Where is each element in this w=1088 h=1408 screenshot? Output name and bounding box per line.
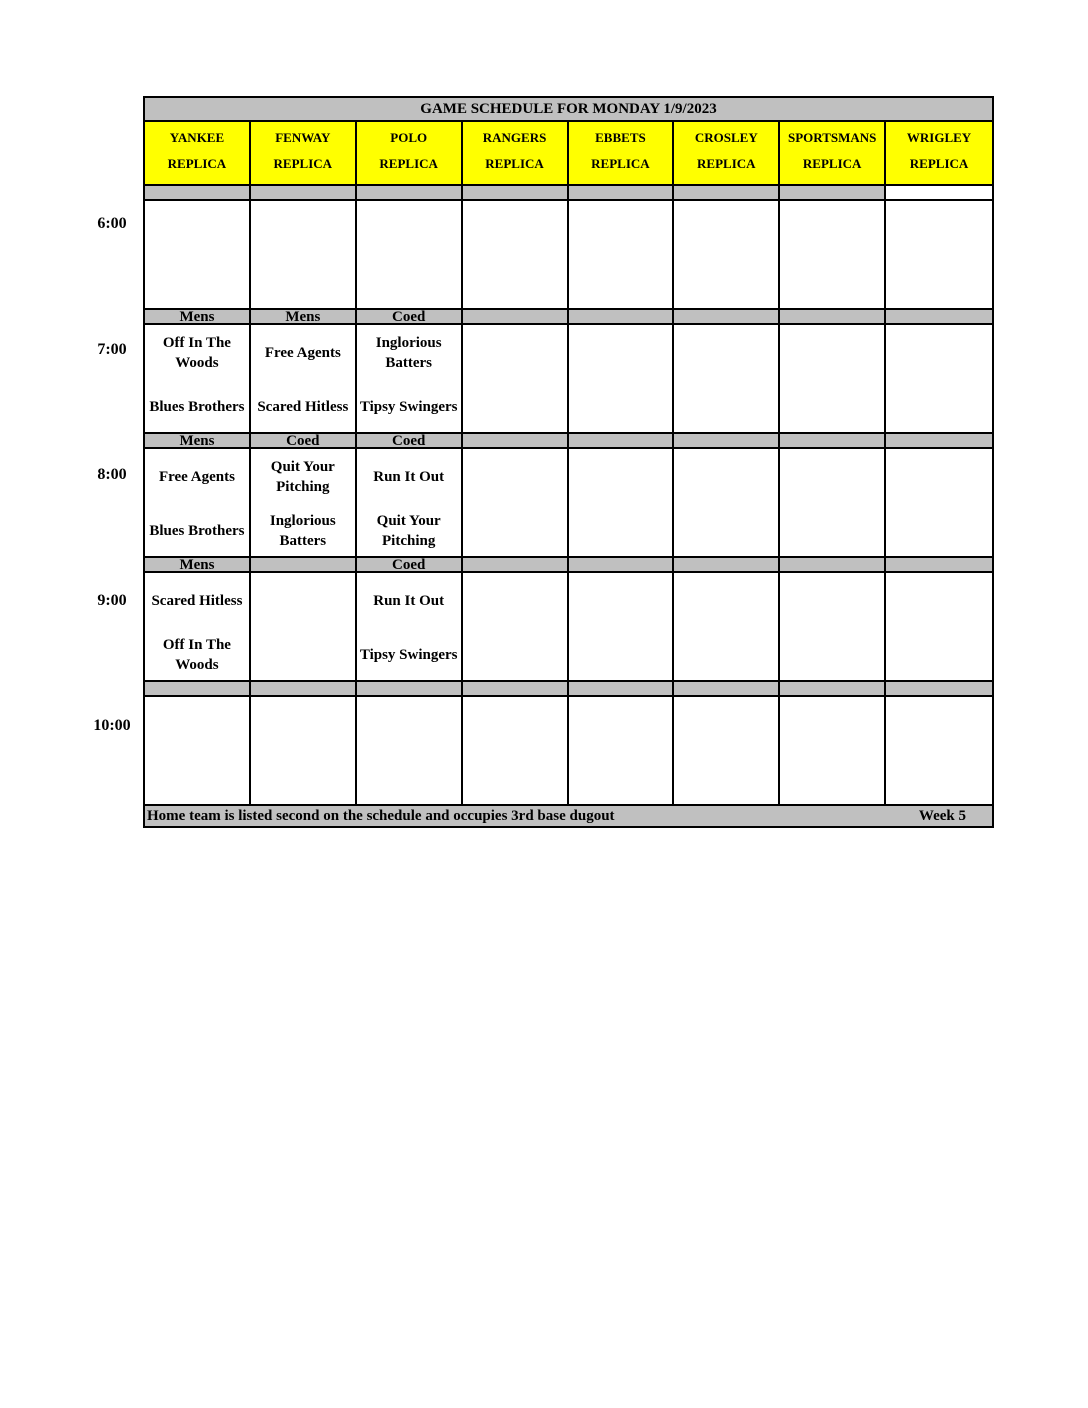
home-team: [674, 511, 778, 551]
game-cell-ebbets: [569, 325, 675, 434]
game-cell-fenway: [251, 201, 357, 310]
home-team: [463, 635, 567, 675]
game-cell-rangers: [463, 201, 569, 310]
division-label-crosley: [674, 310, 780, 325]
game-cell-fenway: [251, 573, 357, 682]
game-cell-polo: [357, 697, 463, 806]
game-cell-sportsmans: [780, 573, 886, 682]
time-slot-row: [145, 449, 992, 558]
away-team: Scared Hitless: [151, 593, 243, 609]
away-team: [886, 333, 992, 373]
away-team: [357, 209, 461, 249]
field-header-fenway: [251, 122, 357, 186]
game-cell-crosley: [674, 325, 780, 434]
field-name: WRIGLEY: [906, 130, 972, 145]
home-team: [357, 263, 461, 303]
game-cell-sportsmans: [780, 449, 886, 558]
field-name: FENWAY: [275, 130, 331, 145]
game-cell-yankee: [145, 325, 251, 434]
home-team: [886, 263, 992, 303]
home-team: [674, 263, 778, 303]
field-header-sportsmans: [780, 122, 886, 186]
game-cell-sportsmans: [780, 325, 886, 434]
time-slot-row: [145, 573, 992, 682]
home-team: [145, 759, 249, 799]
home-team: [463, 511, 567, 551]
game-cell-rangers: [463, 449, 569, 558]
game-cell-wrigley: [886, 573, 992, 682]
home-team: Tipsy Swingers: [359, 399, 458, 415]
division-label-rangers: [463, 682, 569, 697]
division-label-wrigley: [886, 434, 992, 449]
game-cell-fenway: [251, 697, 357, 806]
division-label-ebbets: [569, 310, 675, 325]
game-cell-rangers: [463, 573, 569, 682]
home-team: [251, 263, 355, 303]
schedule-title: GAME SCHEDULE FOR MONDAY 1/9/2023: [145, 98, 992, 122]
home-team: [463, 759, 567, 799]
game-cell-fenway: [251, 449, 357, 558]
away-team: [780, 705, 884, 745]
away-team: [463, 705, 567, 745]
division-label-fenway: [251, 558, 357, 573]
home-team: Off In The Woods: [162, 637, 231, 673]
game-cell-polo: [357, 201, 463, 310]
home-team: Blues Brothers: [149, 523, 245, 539]
division-label-ebbets: [569, 434, 675, 449]
game-cell-fenway: [251, 325, 357, 434]
division-label-yankee: [145, 186, 251, 201]
division-label-fenway: Mens: [251, 310, 357, 325]
away-team: [886, 457, 992, 497]
game-cell-polo: [357, 573, 463, 682]
away-team: [674, 457, 778, 497]
division-label-sportsmans: [780, 310, 886, 325]
field-sub: REPLICA: [802, 156, 862, 171]
away-team: [145, 209, 249, 249]
game-cell-rangers: [463, 325, 569, 434]
away-team: [886, 209, 992, 249]
home-team: [251, 759, 355, 799]
away-team: [569, 209, 673, 249]
game-cell-yankee: [145, 201, 251, 310]
division-label-crosley: [674, 682, 780, 697]
division-row: [145, 434, 992, 449]
game-cell-polo: [357, 449, 463, 558]
division-label-wrigley: [886, 682, 992, 697]
away-team: [145, 705, 249, 745]
division-label-sportsmans: [780, 682, 886, 697]
field-sub: REPLICA: [485, 156, 544, 171]
game-cell-wrigley: [886, 697, 992, 806]
away-team: Run It Out: [373, 593, 445, 609]
footer-bar: [145, 806, 992, 826]
away-team: [674, 581, 778, 621]
away-team: [886, 581, 992, 621]
division-label-crosley: [674, 186, 780, 201]
home-team: [780, 511, 884, 551]
division-label-polo: Coed: [357, 434, 463, 449]
away-team: [463, 457, 567, 497]
division-row: [145, 186, 992, 201]
division-label-ebbets: [569, 682, 675, 697]
away-team: [569, 333, 673, 373]
home-team: [145, 263, 249, 303]
away-team: [251, 209, 355, 249]
away-team: [674, 333, 778, 373]
time-slots: [145, 186, 992, 806]
away-team: Inglorious Batters: [375, 335, 442, 371]
away-team: [357, 705, 461, 745]
home-team: [674, 387, 778, 427]
away-team: [569, 705, 673, 745]
away-team: [886, 705, 992, 745]
field-sub: REPLICA: [697, 156, 756, 171]
away-team: [463, 333, 567, 373]
division-label-wrigley: [886, 558, 992, 573]
division-label-wrigley: [886, 310, 992, 325]
away-team: Off In The Woods: [162, 335, 231, 371]
division-label-fenway: [251, 682, 357, 697]
time-slot-row: [145, 201, 992, 310]
game-cell-yankee: [145, 697, 251, 806]
field-name: EBBETS: [595, 130, 646, 145]
division-label-wrigley: [886, 186, 992, 201]
home-team: [674, 759, 778, 799]
home-team: Scared Hitless: [257, 399, 349, 415]
away-team: [674, 705, 778, 745]
time-label: 8:00: [97, 466, 127, 483]
division-label-polo: [357, 682, 463, 697]
field-header-row: [145, 122, 992, 186]
division-label-rangers: [463, 558, 569, 573]
game-cell-polo: [357, 325, 463, 434]
home-team: [463, 387, 567, 427]
game-cell-crosley: [674, 449, 780, 558]
field-sub: REPLICA: [379, 156, 438, 171]
week-label: Week 5: [918, 807, 966, 824]
home-team: [569, 635, 673, 675]
game-cell-ebbets: [569, 573, 675, 682]
home-team: [780, 263, 884, 303]
game-cell-wrigley: [886, 201, 992, 310]
field-header-yankee: [145, 122, 251, 186]
division-label-polo: [357, 186, 463, 201]
home-team: [886, 759, 992, 799]
division-label-rangers: [463, 434, 569, 449]
division-label-yankee: Mens: [145, 558, 251, 573]
footer-note: Home team is listed second on the schedule and occupies 3rd base dugout: [147, 807, 615, 824]
game-cell-rangers: [463, 697, 569, 806]
home-team: [251, 635, 355, 675]
time-slot-row: [145, 325, 992, 434]
game-cell-ebbets: [569, 201, 675, 310]
away-team: [251, 581, 355, 621]
division-row: [145, 682, 992, 697]
away-team: [463, 209, 567, 249]
game-cell-crosley: [674, 573, 780, 682]
division-label-crosley: [674, 558, 780, 573]
game-cell-wrigley: [886, 325, 992, 434]
field-sub: REPLICA: [909, 156, 969, 171]
home-team: [569, 387, 673, 427]
away-team: Free Agents: [158, 469, 235, 485]
home-team: Blues Brothers: [149, 399, 245, 415]
home-team: [463, 263, 567, 303]
division-label-rangers: [463, 186, 569, 201]
time-label: 9:00: [97, 592, 127, 609]
home-team: [780, 759, 884, 799]
field-name: YANKEE: [169, 130, 225, 145]
game-cell-ebbets: [569, 697, 675, 806]
home-team: [569, 263, 673, 303]
division-row: [145, 558, 992, 573]
away-team: [251, 705, 355, 745]
division-label-fenway: [251, 186, 357, 201]
game-cell-yankee: [145, 573, 251, 682]
division-label-rangers: [463, 310, 569, 325]
field-sub: REPLICA: [273, 156, 333, 171]
field-name: SPORTSMANS: [787, 130, 877, 145]
home-team: [357, 759, 461, 799]
time-label: 10:00: [93, 717, 131, 734]
division-label-sportsmans: [780, 434, 886, 449]
game-cell-wrigley: [886, 449, 992, 558]
away-team: [569, 457, 673, 497]
away-team: Run It Out: [373, 469, 445, 485]
home-team: [886, 387, 992, 427]
division-label-ebbets: [569, 558, 675, 573]
away-team: [780, 209, 884, 249]
home-team: [569, 759, 673, 799]
home-team: [780, 635, 884, 675]
division-label-ebbets: [569, 186, 675, 201]
field-sub: REPLICA: [591, 156, 650, 171]
field-sub: REPLICA: [167, 156, 227, 171]
home-team: [569, 511, 673, 551]
division-label-sportsmans: [780, 186, 886, 201]
game-cell-crosley: [674, 697, 780, 806]
field-header-rangers: [463, 122, 569, 186]
home-team: Inglorious Batters: [269, 513, 336, 549]
division-label-crosley: [674, 434, 780, 449]
home-team: [886, 511, 992, 551]
time-label: 7:00: [97, 341, 127, 358]
away-team: [780, 581, 884, 621]
away-team: [463, 581, 567, 621]
away-team: Free Agents: [264, 345, 341, 361]
field-header-polo: [357, 122, 463, 186]
time-label: 6:00: [97, 215, 127, 232]
home-team: [886, 635, 992, 675]
home-team: Quit Your Pitching: [376, 513, 441, 549]
game-cell-sportsmans: [780, 697, 886, 806]
division-label-yankee: [145, 682, 251, 697]
away-team: [780, 457, 884, 497]
division-label-yankee: Mens: [145, 434, 251, 449]
field-header-ebbets: [569, 122, 675, 186]
field-name: CROSLEY: [694, 130, 758, 145]
home-team: [674, 635, 778, 675]
game-cell-sportsmans: [780, 201, 886, 310]
division-label-sportsmans: [780, 558, 886, 573]
away-team: [569, 581, 673, 621]
division-label-polo: Coed: [357, 310, 463, 325]
away-team: [780, 333, 884, 373]
game-cell-crosley: [674, 201, 780, 310]
game-cell-ebbets: [569, 449, 675, 558]
home-team: Tipsy Swingers: [359, 647, 458, 663]
field-name: POLO: [390, 130, 428, 145]
field-name: RANGERS: [482, 130, 547, 145]
away-team: Quit Your Pitching: [270, 459, 335, 495]
division-label-polo: Coed: [357, 558, 463, 573]
time-slot-row: [145, 697, 992, 806]
division-label-yankee: Mens: [145, 310, 251, 325]
game-cell-yankee: [145, 449, 251, 558]
division-label-fenway: Coed: [251, 434, 357, 449]
division-row: [145, 310, 992, 325]
field-header-crosley: [674, 122, 780, 186]
schedule-table: [143, 96, 994, 828]
field-header-wrigley: [886, 122, 992, 186]
away-team: [674, 209, 778, 249]
home-team: [780, 387, 884, 427]
